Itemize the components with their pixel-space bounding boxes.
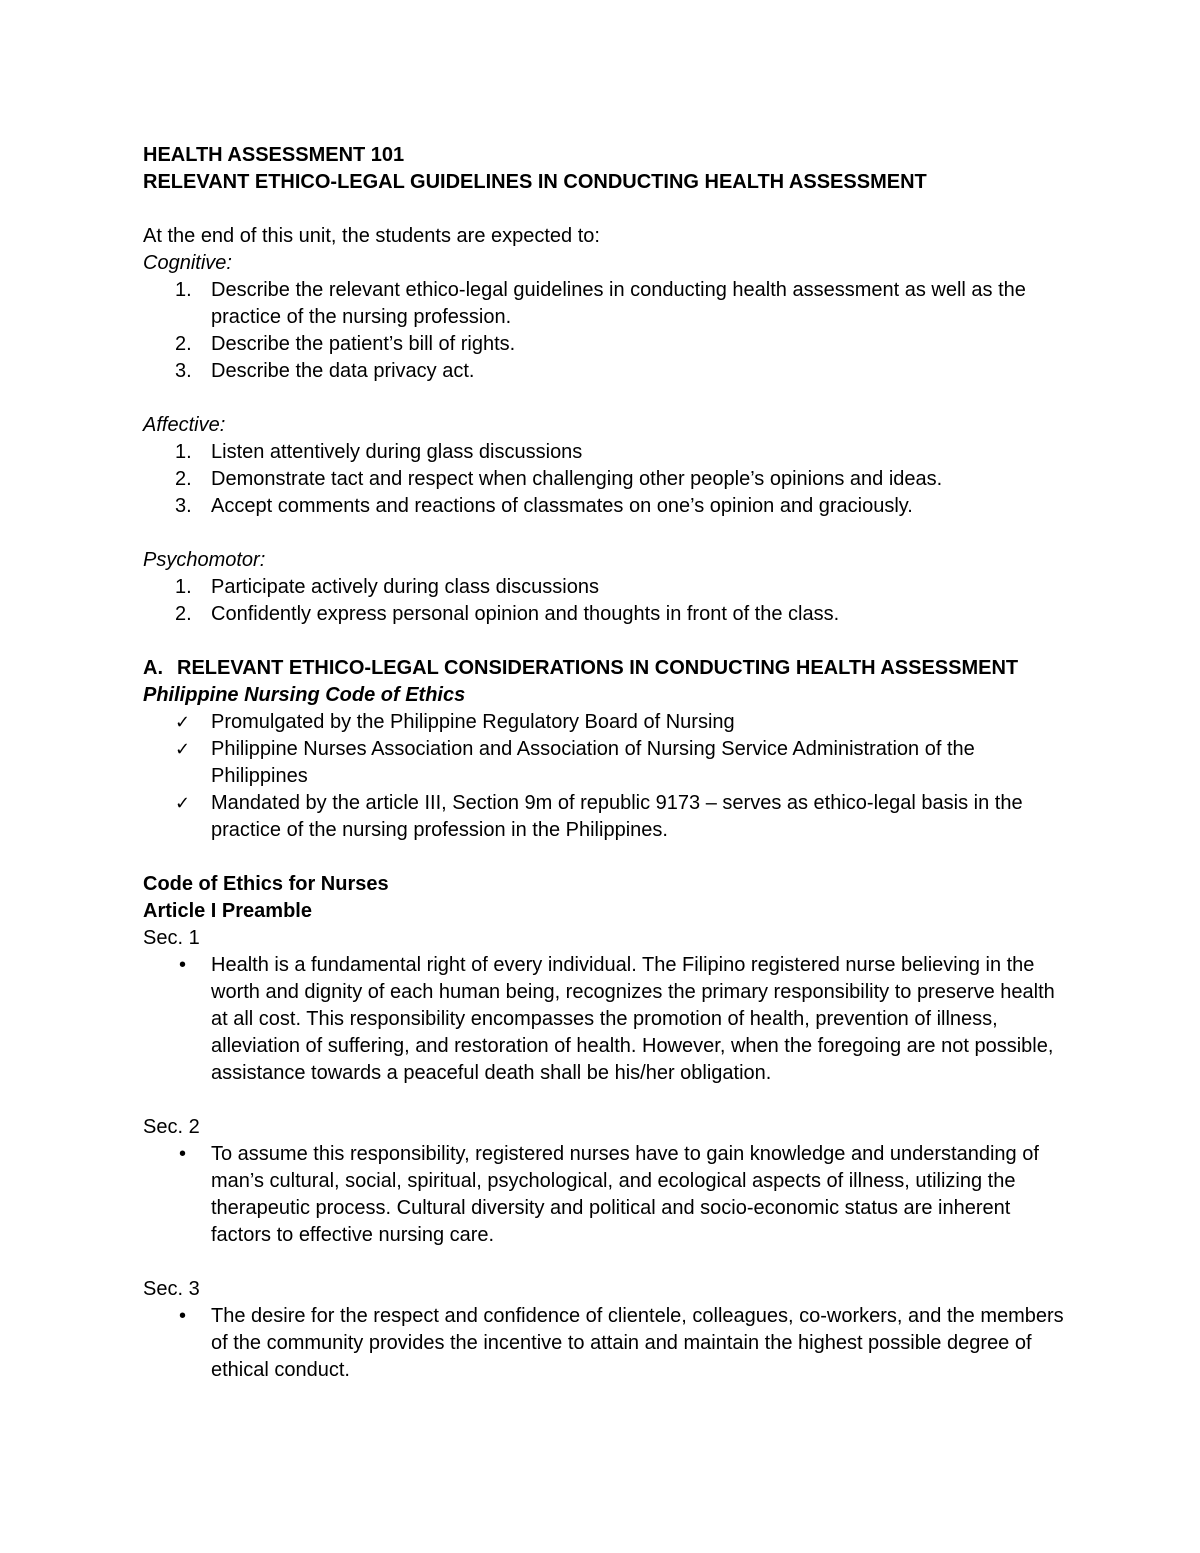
list-item-text: Promulgated by the Philippine Regulatory Board of Nursing xyxy=(211,711,735,733)
list-item-text: Describe the patient’s bill of rights. xyxy=(211,333,516,355)
bullet-icon: • xyxy=(179,954,187,976)
list-item xyxy=(143,1303,1073,1384)
section-label: Sec. 3 xyxy=(143,1278,200,1300)
list-item-text: Listen attentively during glass discussions xyxy=(211,441,583,463)
section-a-subheading: Philippine Nursing Code of Ethics xyxy=(143,684,466,706)
list-number: 3. xyxy=(175,495,192,517)
section-bullets xyxy=(143,1141,1073,1249)
spacer xyxy=(143,520,1073,547)
document-page xyxy=(143,142,1073,1384)
article-heading: Article I Preamble xyxy=(143,900,312,922)
spacer xyxy=(143,844,1073,871)
affective-label: Affective: xyxy=(143,414,226,436)
list-item xyxy=(143,439,1073,466)
list-number: 2. xyxy=(175,333,192,355)
check-icon: ✓ xyxy=(175,739,191,760)
psychomotor-list xyxy=(143,574,1073,628)
list-number: 1. xyxy=(175,576,192,598)
document-title: HEALTH ASSESSMENT 101 xyxy=(143,144,405,166)
psychomotor-label: Psychomotor: xyxy=(143,549,266,571)
list-number: 1. xyxy=(175,279,192,301)
list-item xyxy=(143,493,1073,520)
code-title: Code of Ethics for Nurses xyxy=(143,873,389,895)
list-item xyxy=(143,277,1073,331)
document-subtitle: RELEVANT ETHICO-LEGAL GUIDELINES IN CONDUCTING HEALTH ASSESSMENT xyxy=(143,171,927,193)
list-number: 1. xyxy=(175,441,192,463)
list-item-text: Describe the data privacy act. xyxy=(211,360,475,382)
list-item xyxy=(143,466,1073,493)
list-item-text: Describe the relevant ethico-legal guidelines in conducting health assessment as well as the practice of the nursing profession. xyxy=(211,279,1026,328)
objectives-intro: At the end of this unit, the students are expected to: xyxy=(143,225,600,247)
list-number: 3. xyxy=(175,360,192,382)
section-bullets xyxy=(143,952,1073,1087)
list-item xyxy=(143,790,1073,844)
list-item xyxy=(143,358,1073,385)
cognitive-label: Cognitive: xyxy=(143,252,232,274)
list-number: 2. xyxy=(175,603,192,625)
bullet-icon: • xyxy=(179,1305,187,1327)
cognitive-list xyxy=(143,277,1073,385)
list-item-text: The desire for the respect and confidence of clientele, colleagues, co-workers, and the members of the community provides the incentive to attain and maintain the highest possible degree of ethical conduct. xyxy=(211,1305,1064,1381)
check-icon: ✓ xyxy=(175,712,191,733)
section-heading-text: RELEVANT ETHICO-LEGAL CONSIDERATIONS IN CONDUCTING HEALTH ASSESSMENT xyxy=(177,657,1019,679)
section-a-heading xyxy=(143,655,1073,682)
spacer xyxy=(143,1087,1073,1114)
list-item-text: To assume this responsibility, registered nurses have to gain knowledge and understanding of man’s cultural, social, spiritual, psychological, and ecological aspects of illness, utilizing the therapeutic process. Cultural diversity and political and socio-economic status are inherent factors to effective nursing care. xyxy=(211,1143,1039,1246)
spacer xyxy=(143,628,1073,655)
list-item-text: Participate actively during class discussions xyxy=(211,576,599,598)
section-label: Sec. 1 xyxy=(143,927,200,949)
spacer xyxy=(143,196,1073,223)
list-item-text: Health is a fundamental right of every individual. The Filipino registered nurse believing in the worth and dignity of each human being, recognizes the primary responsibility to preserve health at all cost. This responsibility encompasses the promotion of health, prevention of illness, alleviation of suffering, and restoration of health. However, when the foregoing are not possible, assistance towards a peaceful death shall be his/her obligation. xyxy=(211,954,1055,1084)
check-icon: ✓ xyxy=(175,793,191,814)
list-item xyxy=(143,709,1073,736)
list-item xyxy=(143,574,1073,601)
affective-list xyxy=(143,439,1073,520)
list-item-text: Accept comments and reactions of classmates on one’s opinion and graciously. xyxy=(211,495,913,517)
list-number: 2. xyxy=(175,468,192,490)
spacer xyxy=(143,385,1073,412)
bullet-icon: • xyxy=(179,1143,187,1165)
list-item-text: Philippine Nurses Association and Association of Nursing Service Administration of the Philippines xyxy=(211,738,975,787)
list-item xyxy=(143,601,1073,628)
list-item xyxy=(143,736,1073,790)
section-label: Sec. 2 xyxy=(143,1116,200,1138)
list-item-text: Mandated by the article III, Section 9m of republic 9173 – serves as ethico-legal basis in the practice of the nursing profession in the Philippines. xyxy=(211,792,1023,841)
spacer xyxy=(143,1249,1073,1276)
list-item xyxy=(143,952,1073,1087)
code-of-ethics-checklist xyxy=(143,709,1073,844)
list-item xyxy=(143,1141,1073,1249)
list-item xyxy=(143,331,1073,358)
list-item-text: Demonstrate tact and respect when challenging other people’s opinions and ideas. xyxy=(211,468,943,490)
list-item-text: Confidently express personal opinion and thoughts in front of the class. xyxy=(211,603,840,625)
section-bullets xyxy=(143,1303,1073,1384)
section-marker: A. xyxy=(143,657,163,679)
